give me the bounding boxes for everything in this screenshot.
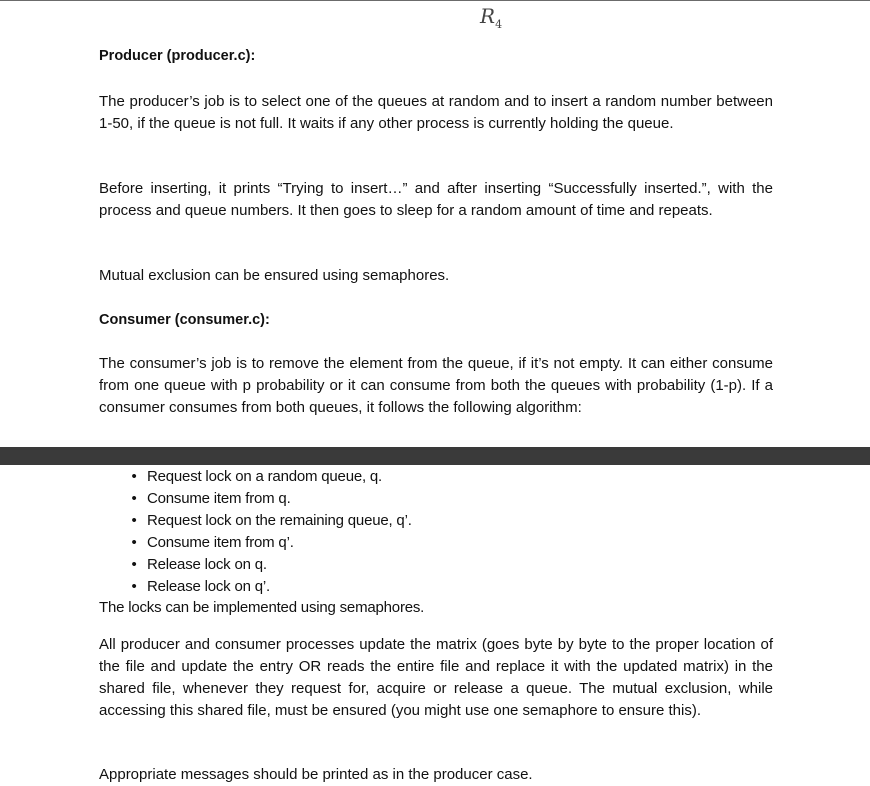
list-item — [127, 510, 412, 532]
producer-para3-block — [99, 265, 773, 287]
list-item — [127, 532, 412, 554]
top-rule — [0, 0, 870, 1]
algorithm-step: Request lock on the remaining queue, q’. — [147, 512, 412, 529]
bullet-icon: • — [131, 512, 137, 529]
locks-note-block — [99, 597, 773, 619]
algorithm-step: Consume item from q. — [147, 490, 291, 507]
bullet-icon: • — [131, 490, 137, 507]
producer-heading: Producer (producer.c): — [99, 48, 256, 64]
producer-heading-block — [99, 45, 773, 67]
list-item — [127, 576, 412, 598]
list-item — [127, 554, 412, 576]
list-item — [127, 466, 412, 488]
locks-note: The locks can be implemented using semaphores. — [99, 599, 425, 616]
page-header-subscript: 4 — [495, 18, 503, 31]
page-header-letter: R — [480, 4, 496, 28]
consumer-para1-block — [99, 353, 773, 419]
bullet-icon: • — [131, 556, 137, 573]
bullet-icon: • — [131, 578, 137, 595]
algorithm-step: Request lock on a random queue, q. — [147, 468, 383, 485]
matrix-update-description: All producer and consumer processes update the matrix (goes byte by byte to the proper location of the file and update the entry OR reads the entire file and replace it with the updated matrix) in the shared file, whenever they request for, acquire or release a queue. The mutual exclusion, while accessing this shared file, must be ensured (you might use one semaphore to ensure this). — [99, 636, 773, 719]
producer-print-behaviour: Before inserting, it prints “Trying to insert…” and after inserting “Successfully inserted.”, with the process and queue numbers. It then goes to sleep for a random amount of time and repeats. — [99, 180, 773, 219]
messages-para-block — [99, 764, 773, 786]
list-item — [127, 488, 412, 510]
consumer-description: The consumer’s job is to remove the element from the queue, if it’s not empty. It can either consume from one queue with p probability or it can consume from both the queues with probability (1-p). If a consumer consumes from both queues, it follows the following algorithm: — [99, 355, 773, 416]
producer-description: The producer’s job is to select one of the queues at random and to insert a random number between 1-50, if the queue is not full. It waits if any other process is currently holding the queue. — [99, 93, 773, 132]
matrix-para-block — [99, 634, 773, 722]
algorithm-step: Consume item from q’. — [147, 534, 294, 551]
messages-note: Appropriate messages should be printed as in the producer case. — [99, 766, 533, 783]
algorithm-step: Release lock on q. — [147, 556, 267, 573]
bullet-icon: • — [131, 468, 137, 485]
bullet-icon: • — [131, 534, 137, 551]
page-break-bar — [0, 447, 870, 465]
consumer-heading: Consumer (consumer.c): — [99, 312, 270, 328]
producer-para1-block — [99, 91, 773, 135]
producer-para2-block — [99, 178, 773, 222]
algorithm-list — [127, 466, 412, 598]
page-header-mark — [480, 4, 540, 31]
producer-mutex-note: Mutual exclusion can be ensured using semaphores. — [99, 267, 450, 284]
algorithm-step: Release lock on q’. — [147, 578, 270, 595]
consumer-heading-block — [99, 309, 773, 331]
